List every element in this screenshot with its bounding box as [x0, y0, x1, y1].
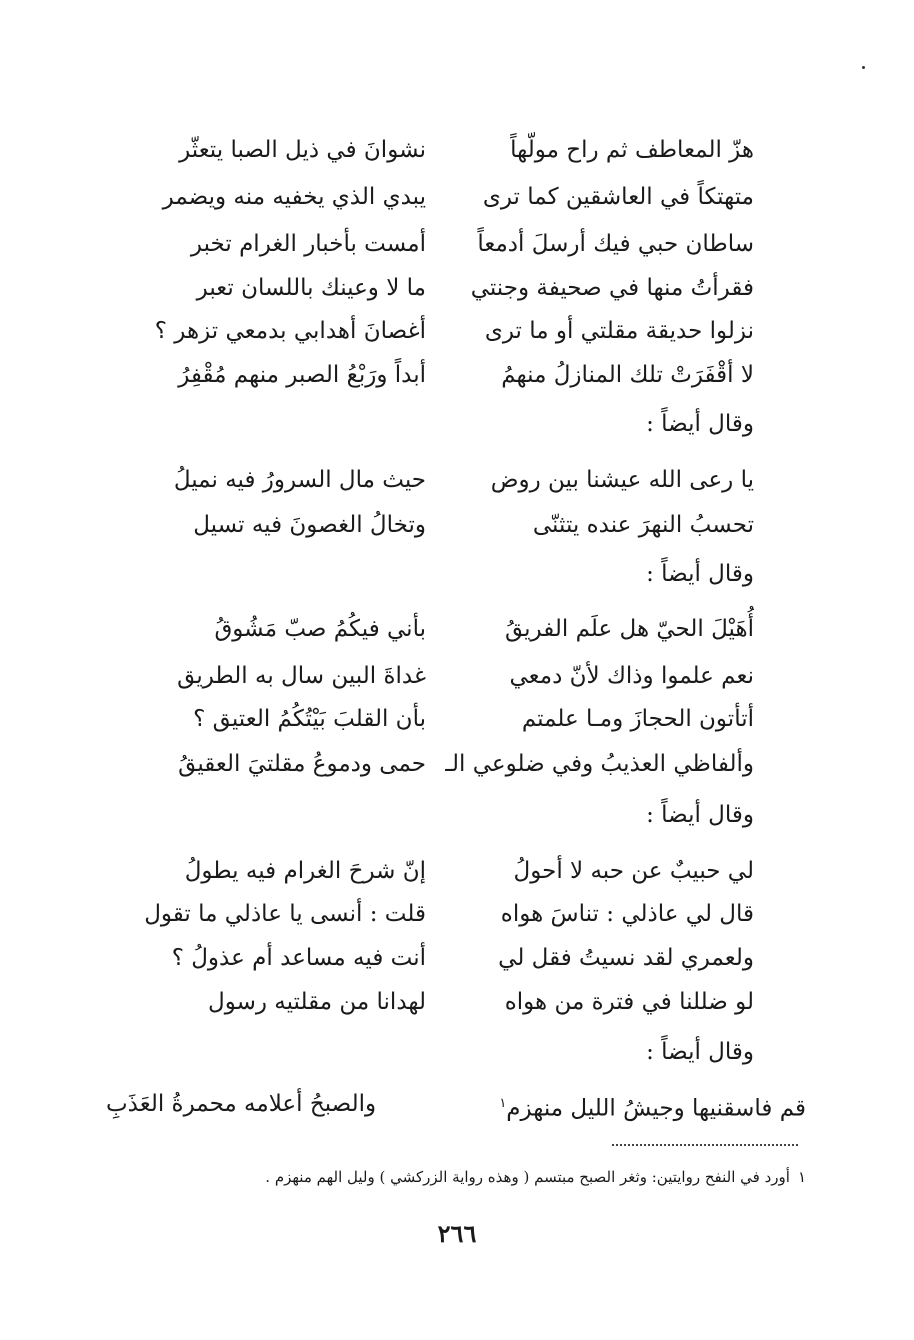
footnote-marker: ١ — [499, 1096, 507, 1111]
verse-first-hemistich: أتأتون الحجازَ ومـا علمتم — [521, 706, 754, 732]
single-verse-line — [106, 1082, 806, 1126]
verse-first-hemistich: قال لي عاذلي : تناسَ هواه — [500, 901, 754, 927]
verse-first-hemistich: متهتكاً في العاشقين كما ترى — [482, 184, 754, 210]
verse-second-hemistich: لهدانا من مقلتيه رسول — [208, 989, 426, 1015]
verse-second-hemistich: وتخالُ الغصونَ فيه تسيل — [193, 512, 426, 538]
poem-intro: وقال أيضاً : — [646, 1039, 754, 1065]
verse-second-hemistich: غداةَ البين سال به الطريق — [177, 663, 426, 689]
verse-second-hemistich: قلت : أنسى يا عاذلي ما تقول — [144, 901, 426, 927]
verse-first-hemistich: فقرأتُ منها في صحيفة وجنتي — [470, 275, 754, 301]
poem-intro: وقال أيضاً : — [646, 561, 754, 587]
verse-first-hemistich: نزلوا حديقة مقلتي أو ما ترى — [484, 318, 754, 344]
footnote-number: ١ — [797, 1168, 806, 1186]
footnote-divider — [612, 1144, 798, 1146]
verse-first-hemistich: ولعمري لقد نسيتُ فقل لي — [498, 945, 754, 971]
verse-first-hemistich: وألفاظي العذيبُ وفي ضلوعي الـ — [445, 751, 754, 777]
verse-first-hemistich: هزّ المعاطف ثم راح مولّهاً — [510, 137, 754, 163]
verse-first-hemistich: لا أقْفَرَتْ تلك المنازلُ منهمُ — [501, 362, 754, 388]
verse-first-hemistich: نعم علموا وذاك لأنّ دمعي — [509, 663, 754, 689]
verse-second-hemistich: أمست بأخبار الغرام تخبر — [190, 231, 426, 257]
margin-dot — [862, 66, 865, 69]
verse-first-hemistich: لو ضللنا في فترة من هواه — [504, 989, 754, 1015]
verse-first-hemistich: أُهَيْلَ الحيّ هل علَم الفريقُ — [504, 616, 754, 642]
verse-second-hemistich: أبداً ورَبْعُ الصبر منهم مُقْفِرُ — [178, 362, 426, 388]
verse-first-hemistich: لي حبيبٌ عن حبه لا أحولُ — [513, 858, 754, 884]
verse-first-hemistich: يا رعى الله عيشنا بين روض — [490, 467, 754, 493]
verse-second-hemistich: والصبحُ أعلامه محمرةُ العَذَبِ — [106, 1091, 377, 1117]
verse-second-hemistich: نشوانَ في ذيل الصبا يتعثّر — [179, 137, 426, 163]
verse-second-hemistich: يبدي الذي يخفيه منه ويضمر — [162, 184, 426, 210]
verse-second-hemistich: حمى ودموعُ مقلتيَ العقيقُ — [178, 751, 426, 777]
verse-first-hemistich: ساطان حبي فيك أرسلَ أدمعاً — [477, 231, 754, 257]
verse-first-hemistich: تحسبُ النهرَ عنده يتثنّى — [532, 512, 754, 538]
verse-first-hemistich: قم فاسقنيها وجيشُ الليل منهزم$^١$ — [499, 1095, 806, 1122]
poem-intro: وقال أيضاً : — [646, 802, 754, 828]
verse-second-hemistich: بأني فيكُمُ صبّ مَشُوقُ — [214, 616, 426, 642]
verse-second-hemistich: حيث مال السرورُ فيه نميلُ — [173, 467, 426, 493]
footnote — [146, 1162, 806, 1192]
footnote-text: أورد في النفح روايتين: وثغر الصبح مبتسم ( وهذه رواية الزركشي ) وليل الهم منهزم . — [265, 1168, 790, 1186]
verse-second-hemistich: أنت فيه مساعد أم عذولُ ؟ — [171, 945, 426, 971]
poem-intro: وقال أيضاً : — [646, 411, 754, 437]
verse-second-hemistich: بأن القلبَ بَيْتُكُمُ العتيق ؟ — [193, 706, 426, 732]
verse-second-hemistich: أغصانَ أهدابي بدمعي تزهر ؟ — [154, 318, 426, 344]
verse-second-hemistich: ما لا وعينك باللسان تعبر — [196, 275, 426, 301]
page-number: ٢٦٦ — [437, 1219, 477, 1248]
verse-second-hemistich: إنّ شرحَ الغرام فيه يطولُ — [184, 858, 426, 884]
